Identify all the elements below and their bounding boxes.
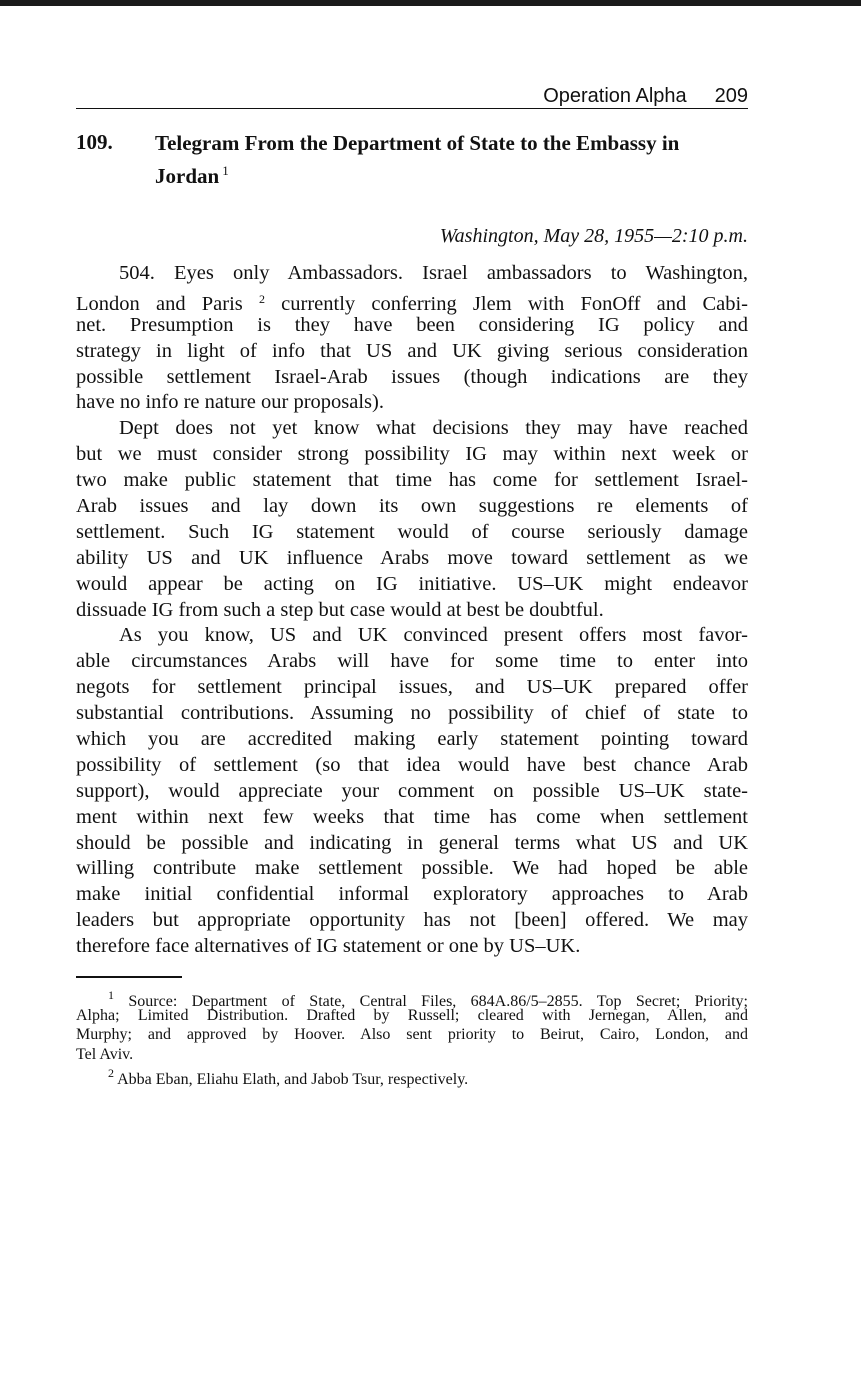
paragraph-line: have no info re nature our proposals). <box>76 391 384 414</box>
footnote-divider <box>76 976 182 978</box>
dateline: Washington, May 28, 1955—2:10 p.m. <box>439 225 748 247</box>
footnote-ref: 2 <box>108 1066 114 1080</box>
running-head <box>76 84 748 109</box>
paragraph-line: possible settlement Israel-Arab issues (though indications are they <box>76 365 748 388</box>
footnote-ref: 2 <box>258 291 265 306</box>
footnote-line: $^1$ Source: Department of State, Central Files, 684A.86/5–2855. Top Secret; Priority; <box>108 988 748 1010</box>
paragraph-line: negots for settlement principal issues, and US–UK prepared offer <box>76 676 748 699</box>
paragraph-line: leaders but appropriate opportunity has not [been] offered. We may <box>76 909 748 932</box>
footnotes <box>76 986 748 1088</box>
paragraph-line: should be possible and indicating in general terms what US and UK <box>76 831 748 854</box>
paragraph-line: but we must consider strong possibility IG may within next week or <box>76 443 748 466</box>
paragraph-line: two make public statement that time has come for settlement Israel- <box>76 469 748 492</box>
document-title <box>155 130 748 190</box>
paragraph-line: which you are accredited making early statement pointing toward <box>76 728 748 751</box>
document-body <box>76 261 748 960</box>
document-number: 109. <box>76 130 113 154</box>
page-number: 209 <box>714 85 748 107</box>
paragraph-line: Dept does not yet know what decisions they may have reached <box>119 417 748 440</box>
paragraph-line: dissuade IG from such a step but case would at best be doubtful. <box>76 598 604 621</box>
footnote-line: Alpha; Limited Distribution. Drafted by Russell; cleared with Jernegan, Allen, and <box>76 1006 748 1024</box>
section-title: Operation Alpha <box>543 85 687 107</box>
footnote-line: Tel Aviv. <box>76 1045 134 1063</box>
paragraph-line: settlement. Such IG statement would of course seriously damage <box>76 520 748 543</box>
paragraph-line: make initial confidential informal exploratory approaches to Arab <box>76 883 748 906</box>
paragraph-line: strategy in light of info that US and UK giving serious consideration <box>76 339 748 362</box>
paragraph-line: would appear be acting on IG initiative. US–UK might endeavor <box>76 572 748 595</box>
paragraph-line: ability US and UK influence Arabs move toward settlement as we <box>76 546 748 569</box>
scan-edge-bar <box>0 0 861 6</box>
paragraph-line: willing contribute make settlement possible. We had hoped be able <box>76 857 748 880</box>
paragraph-line: net. Presumption is they have been considering IG policy and <box>76 313 748 336</box>
paragraph-line: substantial contributions. Assuming no possibility of chief of state to <box>76 702 748 725</box>
paragraph-line: ment within next few weeks that time has come when settlement <box>76 805 748 828</box>
paragraph-line: support), would appreciate your comment on possible US–UK state- <box>76 779 748 802</box>
paragraph-line: therefore face alternatives of IG statement or one by US–UK. <box>76 935 581 958</box>
footnote-line: $^2$ Abba Eban, Eliahu Elath, and Jabob Tsur, respectively. <box>108 1066 469 1088</box>
footnote-ref: 1 <box>222 163 229 178</box>
footnote-ref: 1 <box>108 988 114 1002</box>
paragraph-line: possibility of settlement (so that idea would have best chance Arab <box>76 753 748 776</box>
footnote-line: Murphy; and approved by Hoover. Also sent priority to Beirut, Cairo, London, and <box>76 1026 748 1043</box>
paragraph-line: 504. Eyes only Ambassadors. Israel ambassadors to Washington, <box>119 262 748 284</box>
paragraph-line: able circumstances Arabs will have for some time to enter into <box>76 650 748 673</box>
document-title-text: Telegram From the Department of State to the Embassy in Jordan <box>155 131 680 188</box>
paragraph-line: London and Paris $^2$ currently conferring Jlem with FonOff and Cabi- <box>76 291 748 315</box>
paragraph-line: Arab issues and lay down its own suggestions re elements of <box>76 495 748 518</box>
paragraph-line: As you know, US and UK convinced present offers most favor- <box>119 624 748 647</box>
